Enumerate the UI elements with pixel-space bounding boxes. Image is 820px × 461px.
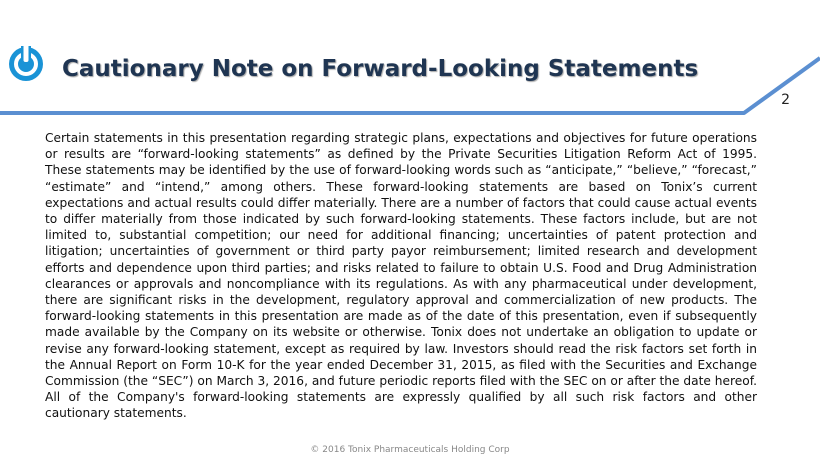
page-number: 2 [781,92,790,108]
copyright-footer: © 2016 Tonix Pharmaceuticals Holding Corp [310,445,510,455]
power-button-icon [8,42,44,82]
disclaimer-text: Certain statements in this presentation regarding strategic plans, expectations and objectives for future operations or results are “forward-looking statements” as defined by the Private Securities Litigation Reform Act of 1995. These statements may be identified by the use of forward-looking words such as “anticipate,” “believe,” “forecast,” “estimate” and “intend,” among others. These forward-looking statements are based on Tonix’s current expectations and actual results could differ materially. There are a number of factors that could cause actual events to differ materially from those indicated by such forward-looking statements. These factors include, but are not limited to, substantial competition; our need for additional financing; uncertainties of patent protection and litigation; uncertainties of government or third party payor reimbursement; limited research and development efforts and dependence upon third parties; and risks related to failure to obtain U.S. Food and Drug Administration clearances or approvals and noncompliance with its regulations. As with any pharmaceutical under development, there are significant risks in the development, regulatory approval and commercialization of new products. The forward-looking statements in this presentation are made as of the date of this presentation, even if subsequently made available by the Company on its website or otherwise. Tonix does not undertake an obligation to update or revise any forward-looking statement, except as required by law. Investors should read the risk factors set forth in the Annual Report on Form 10-K for the year ended December 31, 2015, as filed with the Securities and Exchange Commission (the “SEC”) on March 3, 2016, and future periodic reports filed with the SEC on or after the date hereof. All of the Company's forward-looking statements are expressly qualified by all such risk factors and other cautionary statements. [45,131,757,421]
page-title: Cautionary Note on Forward-Looking Statements [62,56,699,82]
